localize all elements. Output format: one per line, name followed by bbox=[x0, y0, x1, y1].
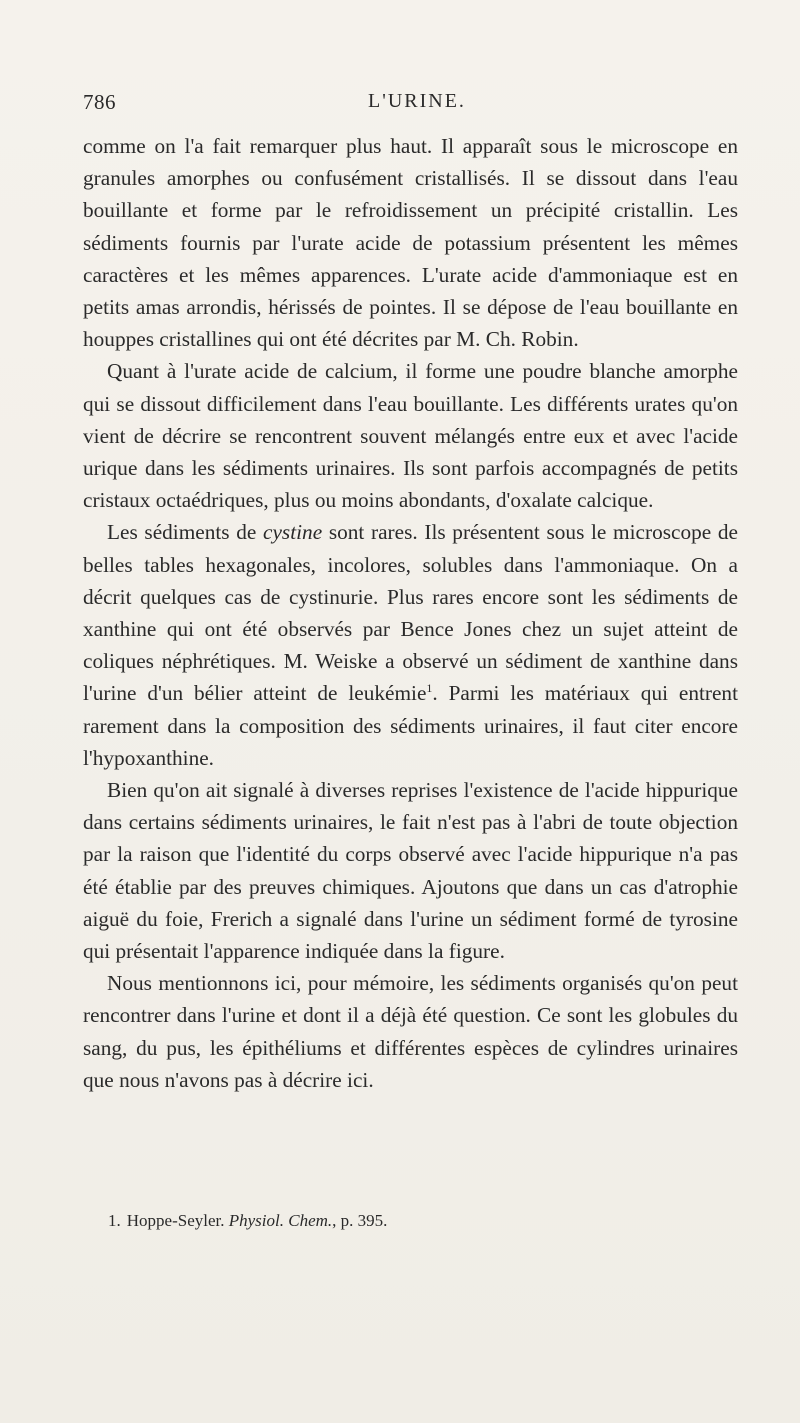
running-title: L'URINE. bbox=[368, 90, 466, 112]
paragraph-3-tail: . Parmi les matériaux qui entrent rarement dans la composition des sédiments urinaires, il faut citer encore l'hypoxanthine. bbox=[83, 681, 738, 770]
footnote-journal: Physiol. Chem. bbox=[228, 1211, 333, 1230]
paragraph-4: Bien qu'on ait signalé à diverses reprises l'existence de l'acide hippurique dans certains sédiments urinaires, le fait n'est pas à l'abri de toute objection par la raison que l'identité du corps observé avec l'acide hippurique n'a pas été établie par des preuves chimiques. Ajoutons que dans un cas d'atrophie aiguë du foie, Frerich a signalé dans l'urine un sédiment formé de tyrosine qui présentait l'apparence indiquée dans la figure. bbox=[83, 778, 738, 964]
footnote-page: , p. 395. bbox=[332, 1211, 388, 1230]
paragraph-3 bbox=[83, 516, 738, 774]
paragraph-2: Quant à l'urate acide de calcium, il forme une poudre blanche amorphe qui se dissout difficilement dans l'eau bouillante. Les différents urates qu'on vient de décrire se rencontrent souvent mélangés entre eux et avec l'acide urique dans les sédiments urinaires. Ils sont parfois accompagnés de petits cristaux octaédriques, plus ou moins abondants, d'oxalate calcique. bbox=[83, 359, 738, 513]
footnote-reference[interactable]: 1 bbox=[426, 681, 433, 696]
term-cystine: cystine bbox=[263, 520, 323, 545]
paragraph-1: comme on l'a fait remarquer plus haut. Il apparaît sous le microscope en granules amorphes ou confusément cristallisés. Il se dissout dans l'eau bouillante et forme par le refroidissement un précipité cristallin. Les sédiments fournis par l'urate acide de potassium présentent les mêmes caractères et les mêmes apparences. L'urate acide d'ammoniaque est en petits amas arrondis, hérissés de pointes. Il se dépose de l'eau bouillante en houppes cristallines qui ont été décrites par M. Ch. Robin. bbox=[83, 134, 738, 352]
body-text bbox=[83, 130, 738, 1096]
footnote bbox=[108, 1210, 387, 1232]
paragraph-3-lead: Les sédiments de bbox=[107, 520, 264, 545]
page-number: 786 bbox=[83, 90, 116, 114]
page-header bbox=[83, 90, 733, 120]
paragraph-3-body: sont rares. Ils présentent sous le microscope de belles tables hexagonales, incolores, solubles dans l'ammoniaque. On a décrit quelques cas de cystinurie. Plus rares encore sont les sédiments de xanthine qui ont été observés par Bence Jones chez un sujet atteint de coliques néphrétiques. M. Weiske a observé un sédiment de xanthine dans l'urine d'un bélier atteint de leukémie bbox=[83, 520, 738, 706]
footnote-number: 1. bbox=[108, 1211, 121, 1230]
footnote-author: Hoppe-Seyler. bbox=[126, 1211, 229, 1230]
paragraph-5: Nous mentionnons ici, pour mémoire, les sédiments organisés qu'on peut rencontrer dans l'urine et dont il a déjà été question. Ce sont les globules du sang, du pus, les épithéliums et différentes espèces de cylindres urinaires que nous n'avons pas à décrire ici. bbox=[83, 971, 738, 1092]
